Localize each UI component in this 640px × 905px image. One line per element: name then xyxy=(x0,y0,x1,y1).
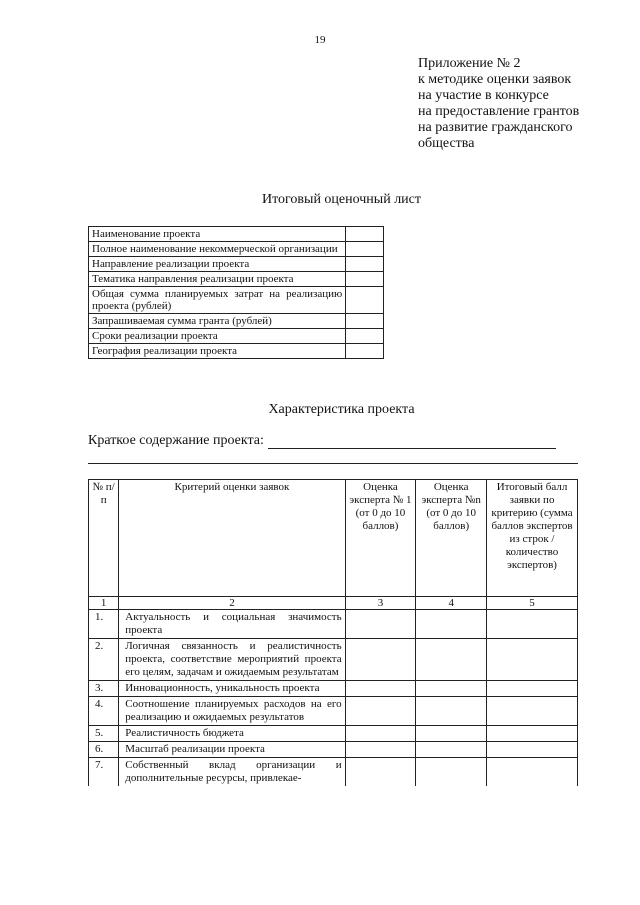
column-index: 1 xyxy=(89,597,119,610)
info-label: Запрашиваемая сумма гранта (рублей) xyxy=(89,314,346,329)
score-cell xyxy=(416,610,487,639)
table-row xyxy=(89,726,578,742)
info-row xyxy=(89,314,384,329)
row-number: 4. xyxy=(89,697,119,726)
score-cell xyxy=(487,681,578,697)
score-cell xyxy=(487,742,578,758)
score-cell xyxy=(345,726,416,742)
header-total: Итоговый балл заявки по критерию (сумма баллов экспертов из строк / количество экспертов) xyxy=(487,480,578,597)
info-value-cell xyxy=(346,314,384,329)
table-row xyxy=(89,697,578,726)
sheet-title: Итоговый оценочный лист xyxy=(261,192,422,207)
score-cell xyxy=(416,758,487,787)
info-label: Тематика направления реализации проекта xyxy=(89,272,346,287)
table-row xyxy=(89,758,578,787)
score-cell xyxy=(487,758,578,787)
info-value-cell xyxy=(346,287,384,314)
appendix-line: Приложение № 2 xyxy=(418,56,521,71)
info-row xyxy=(89,287,384,314)
score-cell xyxy=(345,742,416,758)
criterion-text: Соотношение планируемых расходов на его реализацию и ожидаемых результатов xyxy=(119,697,345,726)
criterion-text: Логичная связанность и реалистичность проекта, соответствие мероприятий проекта его целям, задачам и ожидаемым результатам xyxy=(119,639,345,681)
column-index: 2 xyxy=(119,597,345,610)
row-number: 1. xyxy=(89,610,119,639)
header-num: № п/п xyxy=(89,480,119,597)
column-index: 3 xyxy=(345,597,416,610)
table-row xyxy=(89,681,578,697)
info-value-cell xyxy=(346,272,384,287)
appendix-line: на участие в конкурсе xyxy=(418,88,549,103)
table-row xyxy=(89,610,578,639)
score-cell xyxy=(487,697,578,726)
characteristics-title: Характеристика проекта xyxy=(268,402,415,417)
table-row xyxy=(89,639,578,681)
info-row xyxy=(89,344,384,359)
table-row xyxy=(89,742,578,758)
score-cell xyxy=(416,726,487,742)
criterion-text: Масштаб реализации проекта xyxy=(119,742,345,758)
summary-fill-line xyxy=(268,435,556,449)
page-number: 19 xyxy=(314,34,326,46)
score-cell xyxy=(416,681,487,697)
appendix-header xyxy=(418,56,579,152)
score-cell xyxy=(487,726,578,742)
appendix-line: на развитие гражданского xyxy=(418,120,573,135)
info-row xyxy=(89,227,384,242)
summary-label: Краткое содержание проекта: xyxy=(88,433,264,448)
criterion-text: Инновационность, уникальность проекта xyxy=(119,681,345,697)
score-cell xyxy=(345,681,416,697)
summary-field xyxy=(88,433,578,449)
info-label: Наименование проекта xyxy=(89,227,346,242)
info-value-cell xyxy=(346,344,384,359)
score-cell xyxy=(487,639,578,681)
appendix-line: общества xyxy=(418,136,475,151)
header-expert-n: Оценка эксперта №n (от 0 до 10 баллов) xyxy=(416,480,487,597)
row-number: 5. xyxy=(89,726,119,742)
row-number: 6. xyxy=(89,742,119,758)
info-label: Направление реализации проекта xyxy=(89,257,346,272)
score-cell xyxy=(416,697,487,726)
info-row xyxy=(89,242,384,257)
appendix-line: на предоставление грантов xyxy=(418,104,580,119)
info-value-cell xyxy=(346,227,384,242)
score-cell xyxy=(416,639,487,681)
score-cell xyxy=(345,697,416,726)
info-row xyxy=(89,257,384,272)
criterion-text: Собственный вклад организации и дополнительные ресурсы, привлекае- xyxy=(119,758,345,787)
criterion-text: Актуальность и социальная значимость проекта xyxy=(119,610,345,639)
row-number: 7. xyxy=(89,758,119,787)
info-value-cell xyxy=(346,257,384,272)
info-row xyxy=(89,329,384,344)
score-cell xyxy=(345,639,416,681)
score-cell xyxy=(345,758,416,787)
info-value-cell xyxy=(346,242,384,257)
info-label: Сроки реализации проекта xyxy=(89,329,346,344)
info-label: География реализации проекта xyxy=(89,344,346,359)
criteria-table xyxy=(88,479,578,786)
summary-fill-line-2 xyxy=(88,463,578,464)
header-criterion: Критерий оценки заявок xyxy=(119,480,345,597)
info-label: Полное наименование некоммерческой организации xyxy=(89,242,346,257)
row-number: 2. xyxy=(89,639,119,681)
row-number: 3. xyxy=(89,681,119,697)
criterion-text: Реалистичность бюджета xyxy=(119,726,345,742)
column-index: 5 xyxy=(487,597,578,610)
project-info-table xyxy=(88,226,384,359)
info-label: Общая сумма планируемых затрат на реализацию проекта (рублей) xyxy=(89,287,346,314)
criteria-header-row xyxy=(89,480,578,597)
info-value-cell xyxy=(346,329,384,344)
column-index-row xyxy=(89,597,578,610)
header-expert-1: Оценка эксперта № 1 (от 0 до 10 баллов) xyxy=(345,480,416,597)
score-cell xyxy=(487,610,578,639)
column-index: 4 xyxy=(416,597,487,610)
score-cell xyxy=(416,742,487,758)
appendix-line: к методике оценки заявок xyxy=(418,72,572,87)
score-cell xyxy=(345,610,416,639)
info-row xyxy=(89,272,384,287)
